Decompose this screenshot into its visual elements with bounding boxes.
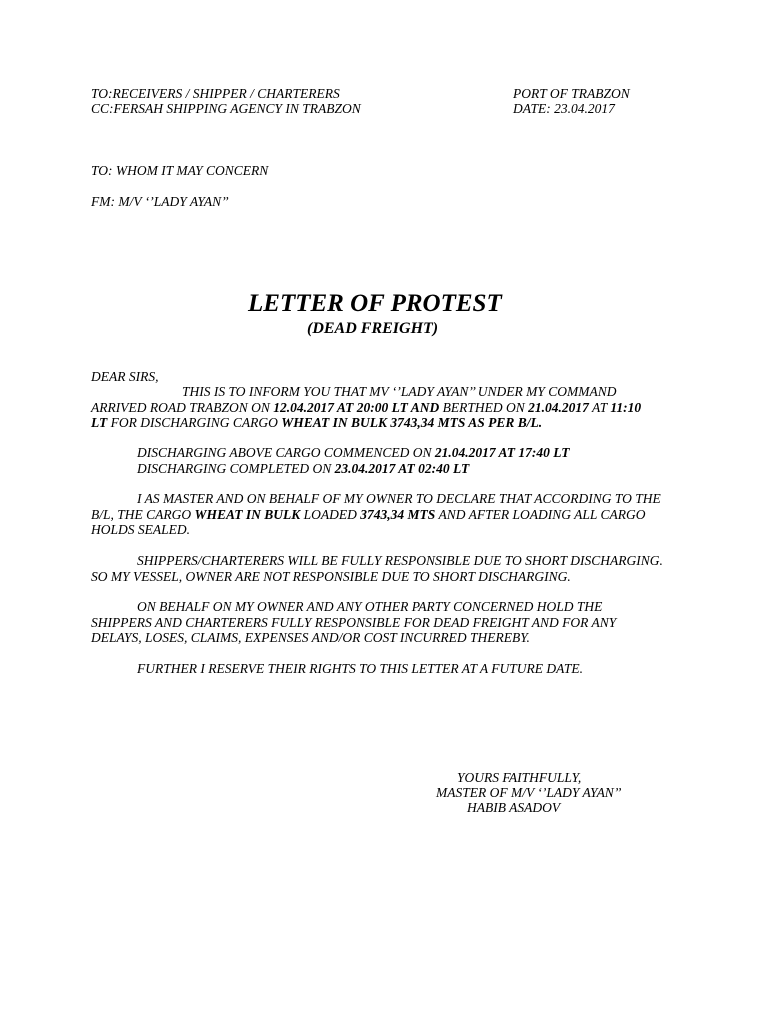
paragraph-declaration — [91, 491, 711, 538]
paragraph-intro — [91, 384, 711, 431]
paragraph-line: SHIPPERS AND CHARTERERS FULLY RESPONSIBLE FOR DEAD FREIGHT AND FOR ANY — [91, 614, 617, 630]
paragraph-line: I AS MASTER AND ON BEHALF OF MY OWNER TO DECLARE THAT ACCORDING TO THE — [137, 491, 661, 506]
signature-role: MASTER OF M/V ‘’LADY AYAN’’ — [436, 785, 622, 800]
paragraph-line: DISCHARGING COMPLETED ON 23.04.2017 AT 02:40 LT — [137, 460, 470, 476]
paragraph-discharging — [91, 445, 711, 476]
recipient-to: TO: WHOM IT MAY CONCERN — [91, 163, 269, 178]
signature-closing: YOURS FAITHFULLY, — [457, 770, 582, 785]
paragraph-line: ON BEHALF ON MY OWNER AND ANY OTHER PARTY CONCERNED HOLD THE — [137, 599, 603, 614]
paragraph-reserve — [91, 661, 711, 677]
header-cc: CC:FERSAH SHIPPING AGENCY IN TRABZON — [91, 101, 361, 116]
paragraph-line: THIS IS TO INFORM YOU THAT MV ‘’LADY AYAN’’ UNDER MY COMMAND — [182, 384, 617, 399]
paragraph-claims — [91, 599, 711, 646]
paragraph-line: LT FOR DISCHARGING CARGO WHEAT IN BULK 3743,34 MTS AS PER B/L. — [91, 415, 543, 430]
page-title: LETTER OF PROTEST — [248, 290, 502, 317]
paragraph-line: SO MY VESSEL, OWNER ARE NOT RESPONSIBLE DUE TO SHORT DISCHARGING. — [91, 568, 571, 584]
paragraph-line: ARRIVED ROAD TRABZON ON 12.04.2017 AT 20:00 LT AND BERTHED ON 21.04.2017 AT 11:10 — [91, 399, 642, 415]
paragraph-responsibility — [91, 553, 711, 584]
paragraph-line: DISCHARGING ABOVE CARGO COMMENCED ON 21.04.2017 AT 17:40 LT — [137, 445, 570, 460]
salutation: DEAR SIRS, — [91, 369, 159, 384]
recipient-from: FM: M/V ‘’LADY AYAN’’ — [91, 194, 229, 209]
paragraph-line: FURTHER I RESERVE THEIR RIGHTS TO THIS LETTER AT A FUTURE DATE. — [137, 661, 584, 676]
paragraph-line: DELAYS, LOSES, CLAIMS, EXPENSES AND/OR COST INCURRED THEREBY. — [91, 630, 530, 645]
page-subtitle: (DEAD FREIGHT) — [307, 320, 439, 337]
header-port: PORT OF TRABZON — [513, 86, 630, 101]
paragraph-line: SHIPPERS/CHARTERERS WILL BE FULLY RESPONSIBLE DUE TO SHORT DISCHARGING. — [137, 553, 663, 568]
paragraph-line: B/L, THE CARGO WHEAT IN BULK LOADED 3743,34 MTS AND AFTER LOADING ALL CARGO — [91, 506, 646, 522]
signature-name: HABIB ASADOV — [467, 800, 561, 815]
header-date: DATE: 23.04.2017 — [513, 101, 615, 116]
header-to: TO:RECEIVERS / SHIPPER / CHARTERERS — [91, 86, 340, 101]
paragraph-line: HOLDS SEALED. — [91, 522, 191, 537]
